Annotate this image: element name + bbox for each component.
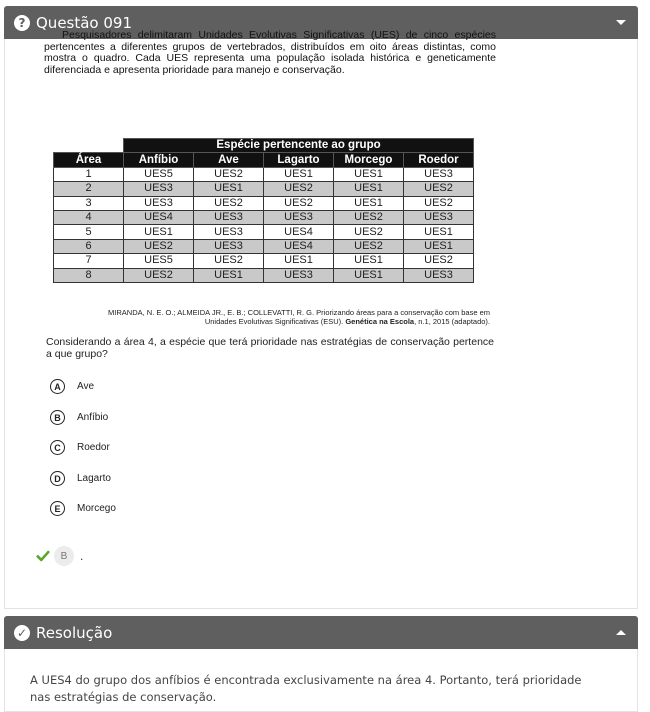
table-cell: 3 (54, 196, 124, 210)
table-cell: UES1 (194, 182, 264, 196)
table-cell: UES2 (334, 239, 404, 253)
table-cell: UES1 (124, 225, 194, 239)
table-cell: UES3 (404, 268, 474, 282)
option-text: Morcego (77, 503, 116, 514)
table-cell: UES2 (334, 210, 404, 224)
table-cell: 1 (54, 167, 124, 181)
table-body (54, 167, 474, 282)
option-letter[interactable]: B (50, 410, 65, 425)
table-header-cell: Lagarto (264, 153, 334, 167)
table-cell: UES3 (194, 210, 264, 224)
resolution-panel-header[interactable] (4, 616, 638, 649)
table-cell: 8 (54, 268, 124, 282)
option-b[interactable] (50, 410, 108, 425)
table-cell: UES4 (264, 239, 334, 253)
question-intro: Pesquisadores delimitaram Unidades Evolutivas Significativas (UES) de cinco espécies pertencentes a diferentes grupos de vertebrados, distribuídos em oito áreas distintas, como mostra o quadro. Cada UES representa uma população isolada histórica e geneticamente diferenciada e apresenta prioridade para manejo e conservação. (44, 29, 496, 76)
table-row (54, 182, 474, 196)
table-cell: UES2 (194, 254, 264, 268)
table-cell: UES4 (264, 225, 334, 239)
table-header-cell: Roedor (404, 153, 474, 167)
table-row (54, 225, 474, 239)
table-cell: UES4 (124, 210, 194, 224)
table-cell: UES2 (124, 239, 194, 253)
table-cell: UES3 (264, 210, 334, 224)
table-cell: 5 (54, 225, 124, 239)
table-cell: UES2 (404, 196, 474, 210)
chevron-down-icon[interactable] (616, 20, 626, 25)
option-letter[interactable]: E (50, 501, 65, 516)
table-corner (54, 139, 124, 153)
table-group-header: Espécie pertencente ao grupo (124, 139, 474, 153)
table-row (54, 210, 474, 224)
table-header-cell: Morcego (334, 153, 404, 167)
table-cell: UES3 (194, 239, 264, 253)
option-text: Ave (77, 381, 95, 392)
table-row (54, 268, 474, 282)
table-cell: UES2 (124, 268, 194, 282)
question-title: Questão 091 (36, 13, 133, 32)
check-circle-icon: ✓ (14, 625, 30, 641)
table-cell: UES3 (124, 182, 194, 196)
option-text: Roedor (77, 442, 110, 453)
table-cell: UES1 (334, 167, 404, 181)
table-cell: UES1 (264, 167, 334, 181)
table-cell: UES3 (194, 225, 264, 239)
option-letter[interactable]: D (50, 471, 65, 486)
table-cell: UES2 (194, 167, 264, 181)
citation-text: Unidades Evolutivas Significativas (ESU). (204, 317, 346, 326)
table-cell: UES1 (194, 268, 264, 282)
table-header-cell: Ave (194, 153, 264, 167)
table-cell: UES2 (334, 225, 404, 239)
table-cell: UES1 (264, 254, 334, 268)
resolution-title: Resolução (36, 623, 113, 642)
table-cell: 2 (54, 182, 124, 196)
option-e[interactable] (50, 501, 116, 516)
table-cell: 4 (54, 210, 124, 224)
table-cell: UES1 (404, 225, 474, 239)
ues-table (53, 138, 474, 283)
table-cell: UES3 (404, 167, 474, 181)
answer-period: . (80, 549, 84, 563)
option-text: Anfíbio (77, 412, 109, 423)
table-cell: UES2 (264, 182, 334, 196)
table-cell: 7 (54, 254, 124, 268)
table-row (54, 167, 474, 181)
question-content (44, 30, 496, 76)
option-a[interactable] (50, 379, 94, 394)
citation-end: , n.1, 2015 (adaptado). (414, 317, 490, 326)
table-cell: UES2 (404, 182, 474, 196)
question-circle-icon: ? (14, 15, 30, 31)
table-cell: UES3 (404, 210, 474, 224)
table-cell: UES1 (334, 182, 404, 196)
table-cell: UES3 (264, 268, 334, 282)
table-cell: UES1 (334, 196, 404, 210)
table-cell: UES1 (334, 268, 404, 282)
table-row (54, 196, 474, 210)
option-d[interactable] (50, 471, 111, 486)
question-prompt: Considerando a área 4, a espécie que terá prioridade nas estratégias de conservação pertence a que grupo? (46, 336, 494, 360)
table-header-cell: Área (54, 153, 124, 167)
option-c[interactable] (50, 440, 110, 455)
option-letter[interactable]: C (50, 440, 65, 455)
table-row (54, 254, 474, 268)
citation-line-1: MIRANDA, N. E. O.; ALMEIDA JR., E. B.; COLLEVATTI, R. G. Priorizando áreas para a conservação com base em (108, 308, 490, 317)
answer-badge: B (54, 546, 74, 566)
table-cell: UES1 (334, 254, 404, 268)
table-cell: UES5 (124, 254, 194, 268)
table-row (54, 239, 474, 253)
citation (50, 308, 490, 326)
table-cell: 6 (54, 239, 124, 253)
table-cell: UES2 (264, 196, 334, 210)
table-cell: UES2 (404, 254, 474, 268)
answer-row (36, 546, 83, 566)
table-cell: UES5 (124, 167, 194, 181)
table-cell: UES3 (124, 196, 194, 210)
table-header-cell: Anfíbio (124, 153, 194, 167)
option-text: Lagarto (77, 473, 111, 484)
table-cell: UES2 (194, 196, 264, 210)
resolution-text: A UES4 do grupo dos anfíbios é encontrada exclusivamente na área 4. Portanto, terá prioridade nas estratégias de conservação. (30, 673, 582, 704)
citation-line-2 (50, 317, 490, 326)
option-letter[interactable]: A (50, 379, 65, 394)
table-header-row (54, 153, 474, 167)
chevron-up-icon[interactable] (616, 630, 626, 635)
table-cell: UES1 (404, 239, 474, 253)
citation-journal: Genética na Escola (345, 317, 415, 326)
check-icon (36, 549, 50, 563)
